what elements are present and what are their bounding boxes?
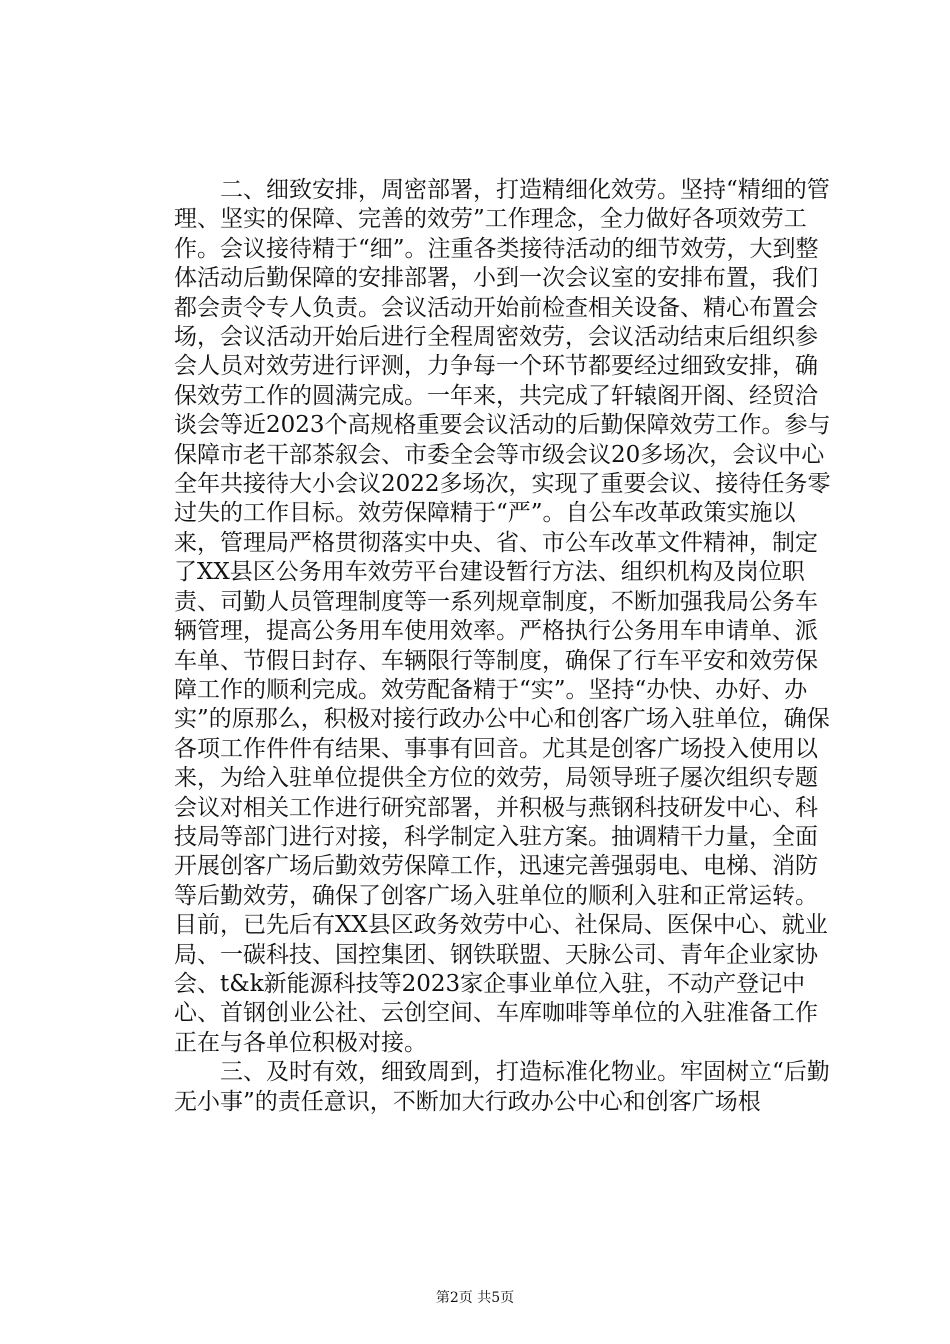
paragraph-section-three: 三、及时有效，细致周到，打造标准化物业。牢固树立“后勤无小事”的责任意识，不断加大行政办公中心和创客广场根 [174,1059,830,1115]
paragraph-section-two: 二、细致安排，周密部署，打造精细化效劳。坚持“精细的管理、坚实的保障、完善的效劳”工作理念，全力做好各项效劳工作。会议接待精于“细”。注重各类接待活动的细节效劳，大到整体活动后勤保障的安排部署，小到一次会议室的安排布置，我们都会责令专人负责。会议活动开始前检查相关设备、精心布置会场，会议活动开始后进行全程周密效劳，会议活动结束后组织参会人员对效劳进行评测，力争每一个环节都要经过细致安排，确保效劳工作的圆满完成。一年来，共完成了轩辕阁开阁、经贸洽谈会等近2023个高规格重要会议活动的后勤保障效劳工作。参与保障市老干部茶叙会、市委全会等市级会议20多场次，会议中心全年共接待大小会议2022多场次，实现了重要会议、接待任务零过失的工作目标。效劳保障精于“严”。自公车改革政策实施以来，管理局严格贯彻落实中央、省、市公车改革文件精神，制定了XX县区公务用车效劳平台建设暂行方法、组织机构及岗位职责、司勤人员管理制度等一系列规章制度，不断加强我局公务车辆管理，提高公务用车使用效率。严格执行公务用车申请单、派车单、节假日封存、车辆限行等制度，确保了行车平安和效劳保障工作的顺利完成。效劳配备精于“实”。坚持“办快、办好、办实”的原那么，积极对接行政办公中心和创客广场入驻单位，确保各项工作件件有结果、事事有回音。尤其是创客广场投入使用以来，为给入驻单位提供全方位的效劳，局领导班子屡次组织专题会议对相关工作进行研究部署，并积极与燕钢科技研发中心、科技局等部门进行对接，科学制定入驻方案。抽调精干力量，全面开展创客广场后勤效劳保障工作，迅速完善强弱电、电梯、消防等后勤效劳，确保了创客广场入驻单位的顺利入驻和正常运转。目前，已先后有XX县区政务效劳中心、社保局、医保中心、就业局、一碳科技、国控集团、钢铁联盟、天脉公司、青年企业家协会、t&k新能源科技等2023家企事业单位入驻，不动产登记中心、首钢创业公社、云创空间、车库咖啡等单位的入驻准备工作正在与各单位积极对接。 [174,177,831,1056]
document-body [174,176,834,1117]
page-footer: 第2页 共5页 [435,1290,515,1306]
